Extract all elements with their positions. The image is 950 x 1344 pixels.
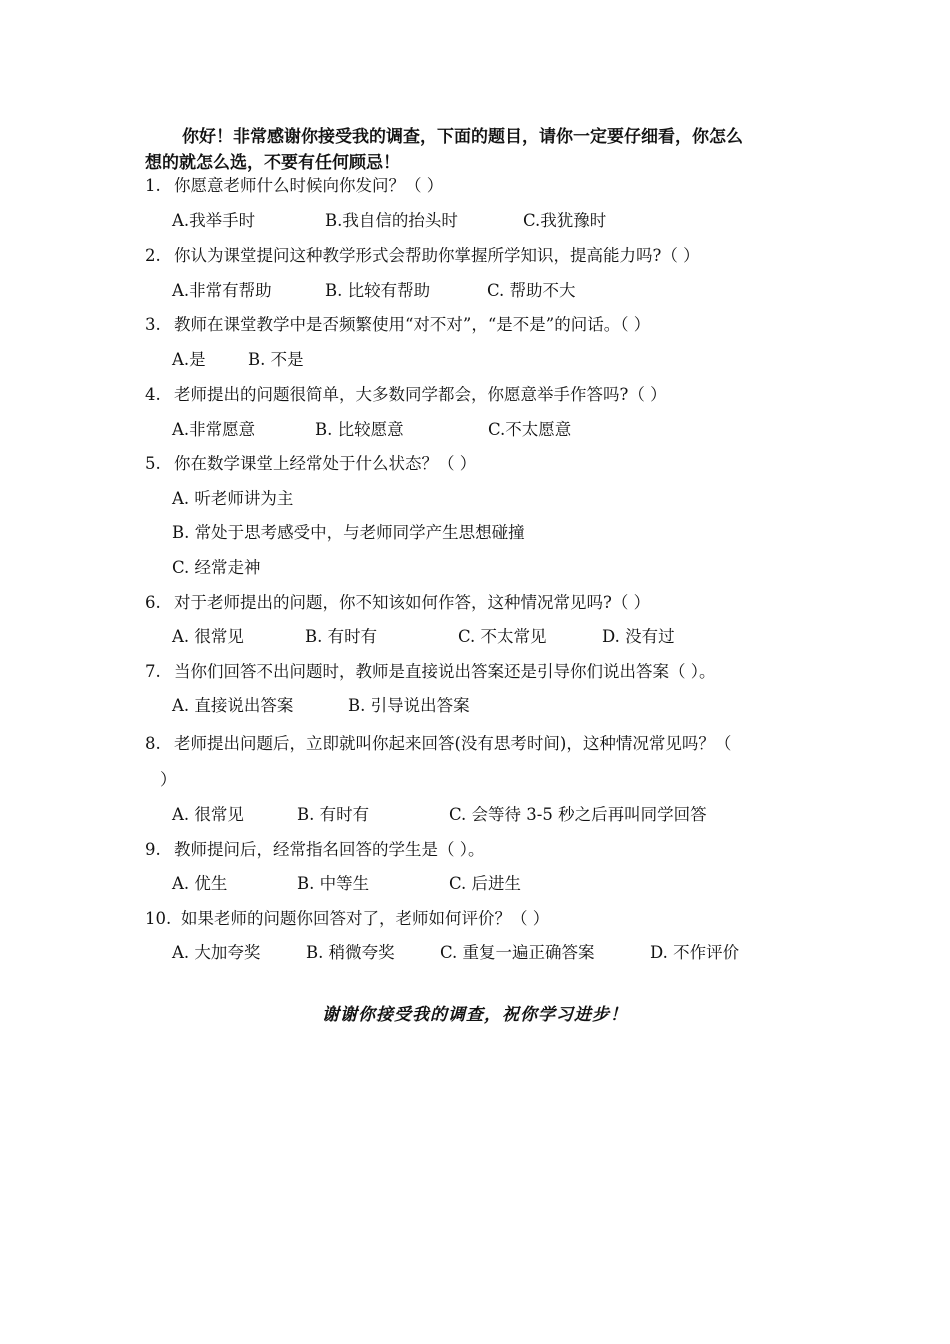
question-text: 你愿意老师什么时候向你发问？（ ） xyxy=(174,176,444,195)
question-text: 你认为课堂提问这种教学形式会帮助你掌握所学知识，提高能力吗?（ ） xyxy=(174,246,700,265)
option-b: B. 稍微夸奖 xyxy=(306,943,395,962)
question-3 xyxy=(145,313,650,337)
question-number: 4. xyxy=(145,385,161,404)
question-7-options xyxy=(172,694,470,718)
question-5-option-b xyxy=(172,521,525,545)
option-c: C. 后进生 xyxy=(449,874,522,893)
option-a: A. 听老师讲为主 xyxy=(172,489,294,508)
question-8-options xyxy=(172,803,707,827)
question-text: 你在数学课堂上经常处于什么状态？（ ） xyxy=(174,454,477,473)
question-text: 如果老师的问题你回答对了，老师如何评价？（ ） xyxy=(181,909,550,928)
question-number: 3. xyxy=(145,315,161,334)
option-a: A. 大加夸奖 xyxy=(172,943,261,962)
question-text: 教师在课堂教学中是否频繁使用“对不对”，“是不是”的问话。（ ） xyxy=(174,315,651,334)
option-a: A. 直接说出答案 xyxy=(172,696,294,715)
question-6 xyxy=(145,591,650,615)
option-c: C.不太愿意 xyxy=(488,420,572,439)
option-a: A.是 xyxy=(172,350,206,369)
option-b: B.我自信的抬头时 xyxy=(325,211,458,230)
question-5-option-a xyxy=(172,487,293,511)
option-a: A.我举手时 xyxy=(172,211,256,230)
option-c: C.我犹豫时 xyxy=(523,211,607,230)
option-c: C. 重复一遍正确答案 xyxy=(440,943,595,962)
question-number: 1. xyxy=(145,176,161,195)
question-8-tail: ） xyxy=(160,770,177,789)
question-number: 7. xyxy=(145,662,161,681)
question-number: 6. xyxy=(145,593,161,612)
question-text: 对于老师提出的问题，你不知该如何作答，这种情况常见吗?（ ） xyxy=(174,593,651,612)
option-c: C. 帮助不大 xyxy=(487,281,576,300)
option-b: B. 中等生 xyxy=(297,874,370,893)
question-number: 9. xyxy=(145,840,161,859)
question-number: 5. xyxy=(145,454,161,473)
option-b: B. 有时有 xyxy=(305,627,378,646)
option-c: C. 会等待 3-5 秒之后再叫同学回答 xyxy=(449,805,707,824)
question-1 xyxy=(145,174,443,198)
question-3-options xyxy=(172,348,304,372)
option-a: A.非常愿意 xyxy=(172,420,256,439)
question-10-options xyxy=(172,941,739,965)
question-1-options xyxy=(172,209,606,233)
question-text: 当你们回答不出问题时，教师是直接说出答案还是引导你们说出答案（ ）。 xyxy=(174,662,716,681)
option-c: C. 不太常见 xyxy=(458,627,547,646)
option-b: B. 不是 xyxy=(248,350,304,369)
option-c: C. 经常走神 xyxy=(172,558,261,577)
option-a: A. 优生 xyxy=(172,874,228,893)
question-5 xyxy=(145,452,476,476)
question-7 xyxy=(145,660,716,684)
option-d: D. 不作评价 xyxy=(650,943,740,962)
question-text: 教师提问后，经常指名回答的学生是（ ）。 xyxy=(174,840,485,859)
closing-message: 谢谢你接受我的调查，祝你学习进步！ xyxy=(322,1005,628,1025)
question-4-options xyxy=(172,418,571,442)
question-number: 8. xyxy=(145,734,161,753)
question-9 xyxy=(145,838,485,862)
intro-line-2: 想的就怎么选，不要有任何顾忌！ xyxy=(145,153,400,173)
option-b: B. 比较愿意 xyxy=(315,420,404,439)
question-10 xyxy=(145,907,549,931)
question-text: 老师提出问题后，立即就叫你起来回答(没有思考时间)，这种情况常见吗？（ xyxy=(174,734,732,753)
question-number: 10. xyxy=(145,909,172,928)
option-b: B. 有时有 xyxy=(297,805,370,824)
question-6-options xyxy=(172,625,675,649)
question-4 xyxy=(145,383,667,407)
option-b: B. 常处于思考感受中，与老师同学产生思想碰撞 xyxy=(172,523,525,542)
question-9-options xyxy=(172,872,521,896)
option-b: B. 比较有帮助 xyxy=(325,281,431,300)
question-2 xyxy=(145,244,700,268)
question-2-options xyxy=(172,279,576,303)
question-5-option-c xyxy=(172,556,261,580)
option-a: A. 很常见 xyxy=(172,805,244,824)
option-d: D. 没有过 xyxy=(602,627,675,646)
intro-line-1: 你好！非常感谢你接受我的调查，下面的题目，请你一定要仔细看，你怎么 xyxy=(182,127,743,147)
option-a: A. 很常见 xyxy=(172,627,244,646)
question-number: 2. xyxy=(145,246,161,265)
question-text: 老师提出的问题很简单，大多数同学都会，你愿意举手作答吗?（ ） xyxy=(174,385,667,404)
intro-paragraph xyxy=(145,124,815,176)
question-8 xyxy=(145,732,731,756)
option-b: B. 引导说出答案 xyxy=(348,696,470,715)
option-a: A.非常有帮助 xyxy=(172,281,272,300)
